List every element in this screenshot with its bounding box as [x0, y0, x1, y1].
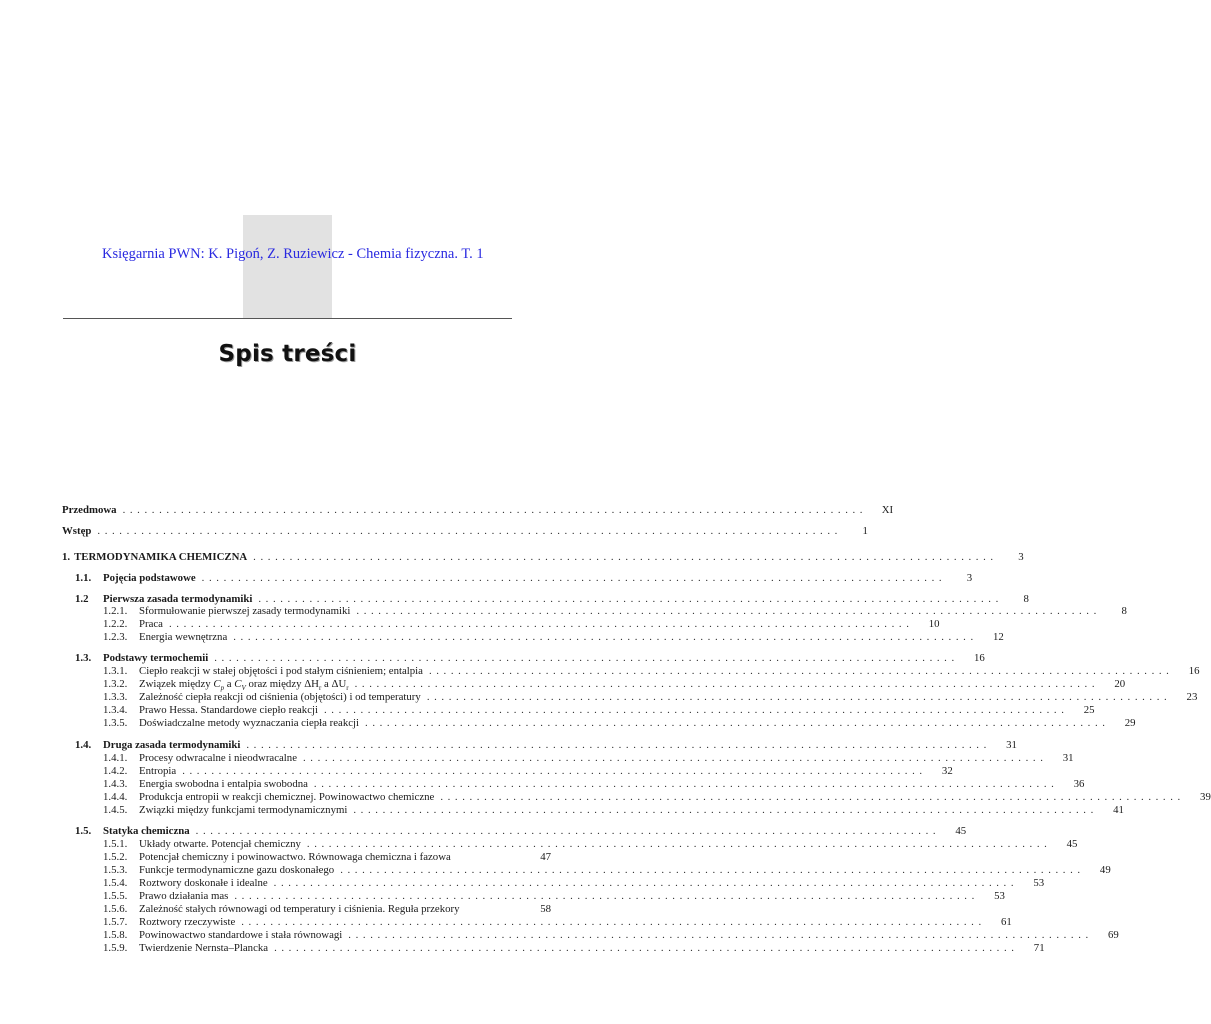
toc-number: 1.2: [75, 593, 89, 605]
leader-dots: ......................................................................................................: [214, 652, 959, 664]
toc-label: Sformułowanie pierwszej zasady termodynamiki: [139, 605, 351, 617]
toc-number: 1.5.4.: [103, 877, 128, 889]
toc-number: 1.4.2.: [103, 765, 128, 777]
leader-dots: ......................................................................................................: [356, 605, 1101, 617]
toc-number: 1.5.7.: [103, 916, 128, 928]
toc-number: 1.3.5.: [103, 717, 128, 729]
toc-page: 32: [941, 765, 953, 777]
toc-number: 1.4.: [75, 739, 92, 751]
leader-dots: ......................................................................................................: [168, 618, 914, 630]
leader-dots: ......................................................................................................: [122, 504, 868, 516]
toc-label: Energia wewnętrzna: [139, 631, 228, 643]
toc-page: 12: [992, 631, 1004, 643]
toc-number: 1.5.6.: [103, 903, 128, 915]
leader-dots: ......................................................................................................: [258, 593, 1003, 605]
toc-number: 1.4.3.: [103, 778, 128, 790]
toc-label: Procesy odwracalne i nieodwracalne: [139, 752, 297, 764]
toc-number: 1.3.1.: [103, 665, 128, 677]
toc-entry-1-3-5[interactable]: [62, 717, 1136, 730]
toc-label: Funkcje termodynamiczne gazu doskonałego: [139, 864, 335, 876]
toc-number: 1.4.1.: [103, 752, 128, 764]
toc-number: 1.4.5.: [103, 804, 128, 816]
toc-entry-1-3-2[interactable]: [62, 678, 1126, 693]
toc-entry-1-4-2[interactable]: [62, 765, 953, 778]
toc-entry-1-5-3[interactable]: [62, 864, 1111, 877]
leader-dots: ......................................................................................................: [354, 678, 1100, 690]
header-rule: [63, 318, 512, 319]
toc-page: XI: [881, 504, 894, 516]
toc-number: 1.5.2.: [103, 851, 128, 863]
toc-page: 31: [1006, 739, 1017, 751]
leader-dots: ......................................................................................................: [426, 691, 1172, 703]
toc-label: Energia swobodna i entalpia swobodna: [139, 778, 308, 790]
toc-label: Pierwsza zasada termodynamiki: [103, 593, 253, 605]
toc-page: 53: [994, 890, 1005, 902]
toc-entry-1-2-2[interactable]: [62, 618, 940, 631]
toc-number: 1.5.8.: [103, 929, 128, 941]
toc-entry-1-4[interactable]: [62, 739, 1017, 752]
toc-page: 23: [1186, 691, 1198, 703]
toc-label: Układy otwarte. Potencjał chemiczny: [139, 838, 301, 850]
leader-dots: ......................................................................................................: [234, 890, 979, 902]
toc-number: 1.5.: [75, 825, 92, 837]
toc-page: 3: [1018, 551, 1024, 563]
toc-number: 1.5.3.: [103, 864, 128, 876]
header-book-link[interactable]: Księgarnia PWN: K. Pigoń, Z. Ruziewicz - Chemia fizyczna. T. 1: [102, 246, 484, 262]
toc-page: 39: [1200, 791, 1211, 803]
leader-dots: ......................................................................................................: [246, 739, 991, 751]
toc-entry-1-4-5[interactable]: [62, 804, 1124, 817]
toc-page: 16: [1188, 665, 1200, 677]
toc-entry-1-5-8[interactable]: [62, 929, 1119, 942]
toc-page: 31: [1062, 752, 1074, 764]
toc-page: 29: [1124, 717, 1136, 729]
toc-page: 69: [1108, 929, 1119, 941]
toc-entry-1-5-9[interactable]: [62, 942, 1045, 955]
leader-dots: ......................................................................................................: [306, 838, 1052, 850]
toc-label: Roztwory doskonałe i idealne: [139, 877, 268, 889]
toc-label: TERMODYNAMIKA CHEMICZNA: [74, 551, 248, 563]
leader-dots: ......................................................................................................: [274, 942, 1019, 954]
toc-entry-1-2-1[interactable]: [62, 605, 1127, 618]
toc-label: Związek między $C_p$ a $C_V$ oraz między $\Delta H_r$ a $\Delta U_r$: [139, 678, 349, 693]
toc-entry-1-5-4[interactable]: [62, 877, 1045, 890]
toc-label: Ciepło reakcji w stałej objętości i pod stałym ciśnieniem; entalpia: [139, 665, 423, 677]
toc-page: 3: [966, 572, 973, 584]
toc-number: 1.5.9.: [103, 942, 128, 954]
leader-dots: ......................................................................................................: [273, 877, 1019, 889]
leader-dots: ......................................................................................................: [201, 572, 947, 584]
toc-page: 25: [1083, 704, 1095, 716]
toc-entry-1-1[interactable]: [62, 572, 973, 585]
toc-label: Potencjał chemiczny i powinowactwo. Równowaga chemiczna i fazowa: [139, 851, 451, 863]
toc-label: Powinowactwo standardowe i stała równowagi: [139, 929, 343, 941]
toc-label: Przedmowa: [62, 504, 117, 516]
toc-page: 45: [1066, 838, 1078, 850]
toc-entry-1-4-3[interactable]: [62, 778, 1085, 791]
toc-page: 49: [1099, 864, 1111, 876]
toc-number: 1.3.3.: [103, 691, 128, 703]
toc-page: 16: [973, 652, 985, 664]
toc-label: Zależność stałych równowagi od temperatury i ciśnienia. Reguła przekory: [139, 903, 460, 915]
leader-dots: ......................................................................................................: [253, 551, 998, 563]
leader-dots: ......................................................................................................: [302, 752, 1048, 764]
toc-label: Zależność ciepła reakcji od ciśnienia (objętości) i od temperatury: [139, 691, 421, 703]
toc-label: Związki między funkcjami termodynamicznymi: [139, 804, 348, 816]
toc-page: 1: [862, 525, 868, 537]
leader-dots: ......................................................................................................: [313, 778, 1059, 790]
toc-entry-chapter-1[interactable]: [62, 551, 1024, 564]
toc-number: 1.5.1.: [103, 838, 128, 850]
header-gray-block: [243, 215, 332, 318]
toc-entry-przedmowa[interactable]: [62, 504, 894, 517]
toc-entry-1-5-5[interactable]: [62, 890, 1005, 903]
toc-number: 1.3.: [75, 652, 92, 664]
toc-entry-1-3-1[interactable]: [62, 665, 1200, 678]
leader-dots: ......................................................................................................: [241, 916, 986, 928]
leader-dots: ......................................................................................................: [340, 864, 1085, 876]
toc-number: 1.4.4.: [103, 791, 128, 803]
toc-label: Statyka chemiczna: [103, 825, 190, 837]
toc-label: Pojęcia podstawowe: [103, 572, 196, 584]
toc-number: 1.2.2.: [103, 618, 128, 630]
toc-number: 1.: [62, 551, 71, 563]
toc-page: 71: [1033, 942, 1045, 954]
leader-dots: ......................................................................................................: [440, 791, 1185, 803]
toc-label: Wstęp: [62, 525, 92, 537]
leader-dots: ......................................................................................................: [365, 717, 1110, 729]
toc-label: Twierdzenie Nernsta–Plancka: [139, 942, 269, 954]
toc-page: 8: [1023, 593, 1029, 605]
toc-entry-1-4-4[interactable]: [62, 791, 1211, 804]
toc-label: Roztwory rzeczywiste: [139, 916, 236, 928]
leader-dots: ......................................................................................................: [353, 804, 1098, 816]
toc-entry-1-5[interactable]: [62, 825, 967, 838]
toc-page: 53: [1033, 877, 1045, 889]
toc-page: 36: [1073, 778, 1085, 790]
toc-number: 1.3.4.: [103, 704, 128, 716]
toc-entry-1-5-7[interactable]: [62, 916, 1012, 929]
leader-dots: ......................................................................................................: [428, 665, 1174, 677]
toc-entry-1-3-4[interactable]: [62, 704, 1095, 717]
page-title: Spis treści: [218, 341, 357, 367]
toc-entry-1-5-2[interactable]: [62, 851, 551, 864]
toc-label: Doświadczalne metody wyznaczania ciepła reakcji: [139, 717, 360, 729]
toc-entry-1-5-1[interactable]: [62, 838, 1078, 851]
toc-entry-1-4-1[interactable]: [62, 752, 1074, 765]
toc-number: 1.2.3.: [103, 631, 128, 643]
toc-entry-wstep[interactable]: [62, 525, 868, 538]
leader-dots: ......................................................................................................: [182, 765, 927, 777]
leader-dots: ......................................................................................................: [97, 525, 842, 537]
toc-entry-1-3[interactable]: [62, 652, 985, 665]
toc-page: 58: [540, 903, 551, 915]
toc-label: Druga zasada termodynamiki: [103, 739, 241, 751]
toc-label: Entropia: [139, 765, 177, 777]
toc-label: Podstawy termochemii: [103, 652, 209, 664]
toc-label: Prawo Hessa. Standardowe ciepło reakcji: [139, 704, 318, 716]
leader-dots: ......................................................................................................: [324, 704, 1069, 716]
toc-page: 47: [540, 851, 551, 863]
toc-page: 8: [1121, 605, 1127, 617]
toc-page: 10: [928, 618, 940, 630]
toc-entry-1-2-3[interactable]: [62, 631, 1004, 644]
toc-entry-1-3-3[interactable]: [62, 691, 1198, 704]
toc-number: 1.1.: [75, 572, 92, 584]
toc-page: 45: [955, 825, 967, 837]
toc-number: 1.2.1.: [103, 605, 128, 617]
toc-number: 1.5.5.: [103, 890, 128, 902]
toc-page: 41: [1113, 804, 1124, 816]
toc-label: Praca: [139, 618, 163, 630]
toc-entry-1-5-6[interactable]: [62, 903, 551, 916]
leader-dots: ......................................................................................................: [233, 631, 978, 643]
toc-label: Produkcja entropii w reakcji chemicznej. Powinowactwo chemiczne: [139, 791, 435, 803]
toc-page: 20: [1114, 678, 1126, 690]
toc-page: 61: [1000, 916, 1012, 928]
leader-dots: ......................................................................................................: [195, 825, 941, 837]
leader-dots: ......................................................................................................: [348, 929, 1093, 941]
toc-number: 1.3.2.: [103, 678, 128, 690]
toc-label: Prawo działania mas: [139, 890, 229, 902]
